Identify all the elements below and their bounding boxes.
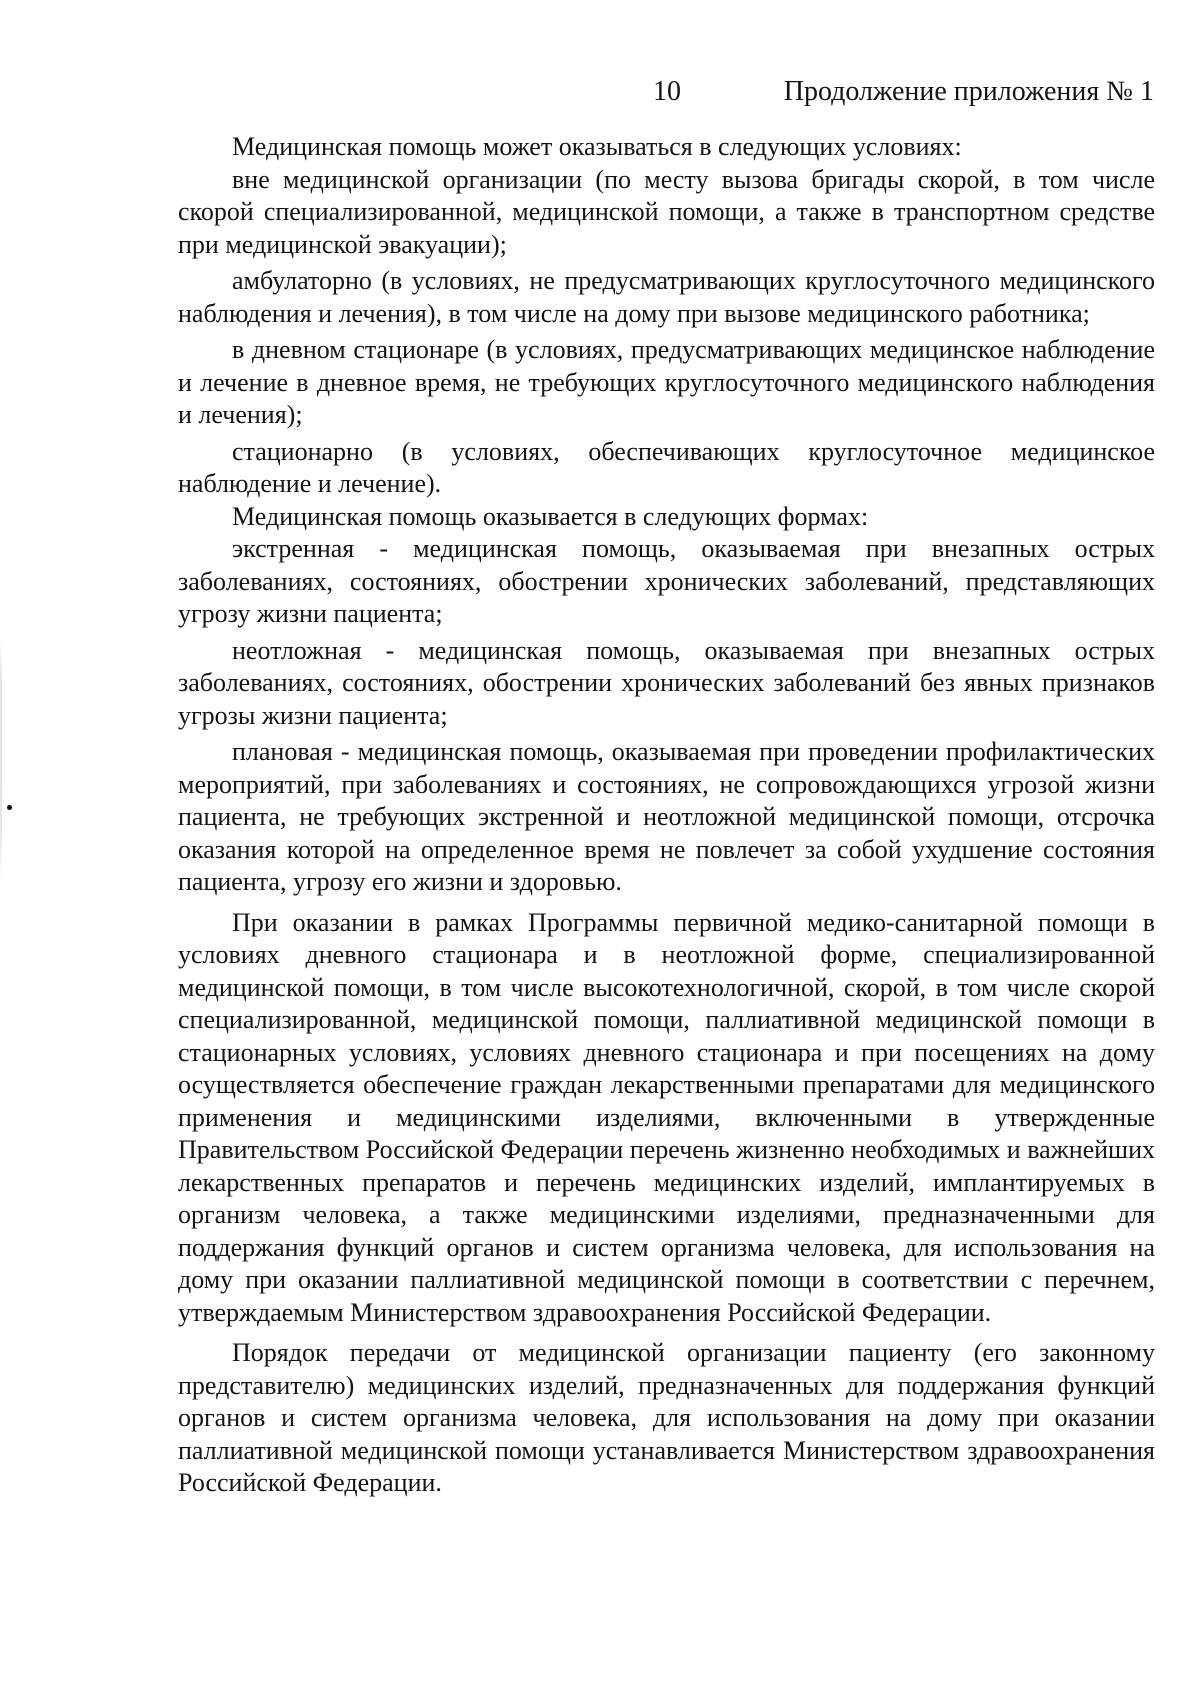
paragraph-conditions-intro: Медицинская помощь может оказываться в следующих условиях:	[232, 132, 962, 161]
paragraph-day-hospital: в дневном стационаре (в условиях, предусматривающих медицинское наблюдение и лечение в дневное время, не требующих круглосуточного медицинского наблюдения и лечения);	[178, 335, 1155, 429]
paragraph-outside-organization: вне медицинской организации (по месту вызова бригады скорой, в том числе скорой специализированной, медицинской помощи, а также в транспортном средстве при медицинской эвакуации);	[178, 164, 1155, 259]
paragraph-forms-intro: Медицинская помощь оказывается в следующих формах:	[232, 501, 869, 531]
paragraph-device-transfer: Порядок передачи от медицинской организации пациенту (его законному представителю) медицинских изделий, предназначенных для поддержания функций органов и систем организма человека, для использования на дому при оказании паллиативной медицинской помощи устанавливается Министерством здравоохранения Российской Федерации.	[178, 1338, 1155, 1497]
paragraph-planned: плановая - медицинская помощь, оказываемая при проведении профилактических мероприятий, при заболеваниях и состояниях, не сопровождающихся угрозой жизни пациента, не требующих экстренной и неотложной медицинской помощи, отсрочка оказания которой на определенное время не повлечет за собой ухудшение состояния пациента, угрозу его жизни и здоровью.	[178, 737, 1155, 896]
document-body	[178, 131, 1155, 1500]
paragraph-urgent: неотложная - медицинская помощь, оказываемая при внезапных острых заболеваниях, состояниях, обострении хронических заболеваний без явных признаков угрозы жизни пациента;	[178, 635, 1155, 730]
appendix-continuation-note: Продолжение приложения № 1	[783, 76, 1154, 107]
page-header	[0, 68, 1200, 112]
scan-speck	[7, 805, 12, 810]
paragraph-outpatient: амбулаторно (в условиях, не предусматривающих круглосуточного медицинского наблюдения и лечения), в том числе на дому при вызове медицинского работника;	[178, 266, 1155, 328]
paragraph-emergency: экстренная - медицинская помощь, оказываемая при внезапных острых заболеваниях, состояниях, обострении хронических заболеваний, представляющих угрозу жизни пациента;	[178, 534, 1155, 628]
paragraph-inpatient: стационарно (в условиях, обеспечивающих круглосуточное медицинское наблюдение и лечение).	[178, 436, 1155, 498]
page-number: 10	[653, 76, 681, 107]
paragraph-medication-provision: При оказании в рамках Программы первичной медико-санитарной помощи в условиях дневного стационара и в неотложной форме, специализированной медицинской помощи, в том числе высокотехнологичной, скорой, в том числе скорой специализированной, медицинской помощи, паллиативной медицинской помощи в стационарных условиях, условиях дневного стационара и при посещениях на дому осуществляется обеспечение граждан лекарственными препаратами для медицинского применения и медицинскими изделиями, включенными в утвержденные Правительством Российской Федерации перечень жизненно необходимых и важнейших лекарственных препаратов и перечень медицинских изделий, имплантируемых в организм человека, а также медицинскими изделиями, предназначенными для поддержания функций органов и систем организма человека, для использования на дому при оказании паллиативной медицинской помощи в соответствии с перечнем, утверждаемым Министерством здравоохранения Российской Федерации.	[178, 907, 1155, 1327]
scan-edge-shadow	[0, 640, 2, 880]
